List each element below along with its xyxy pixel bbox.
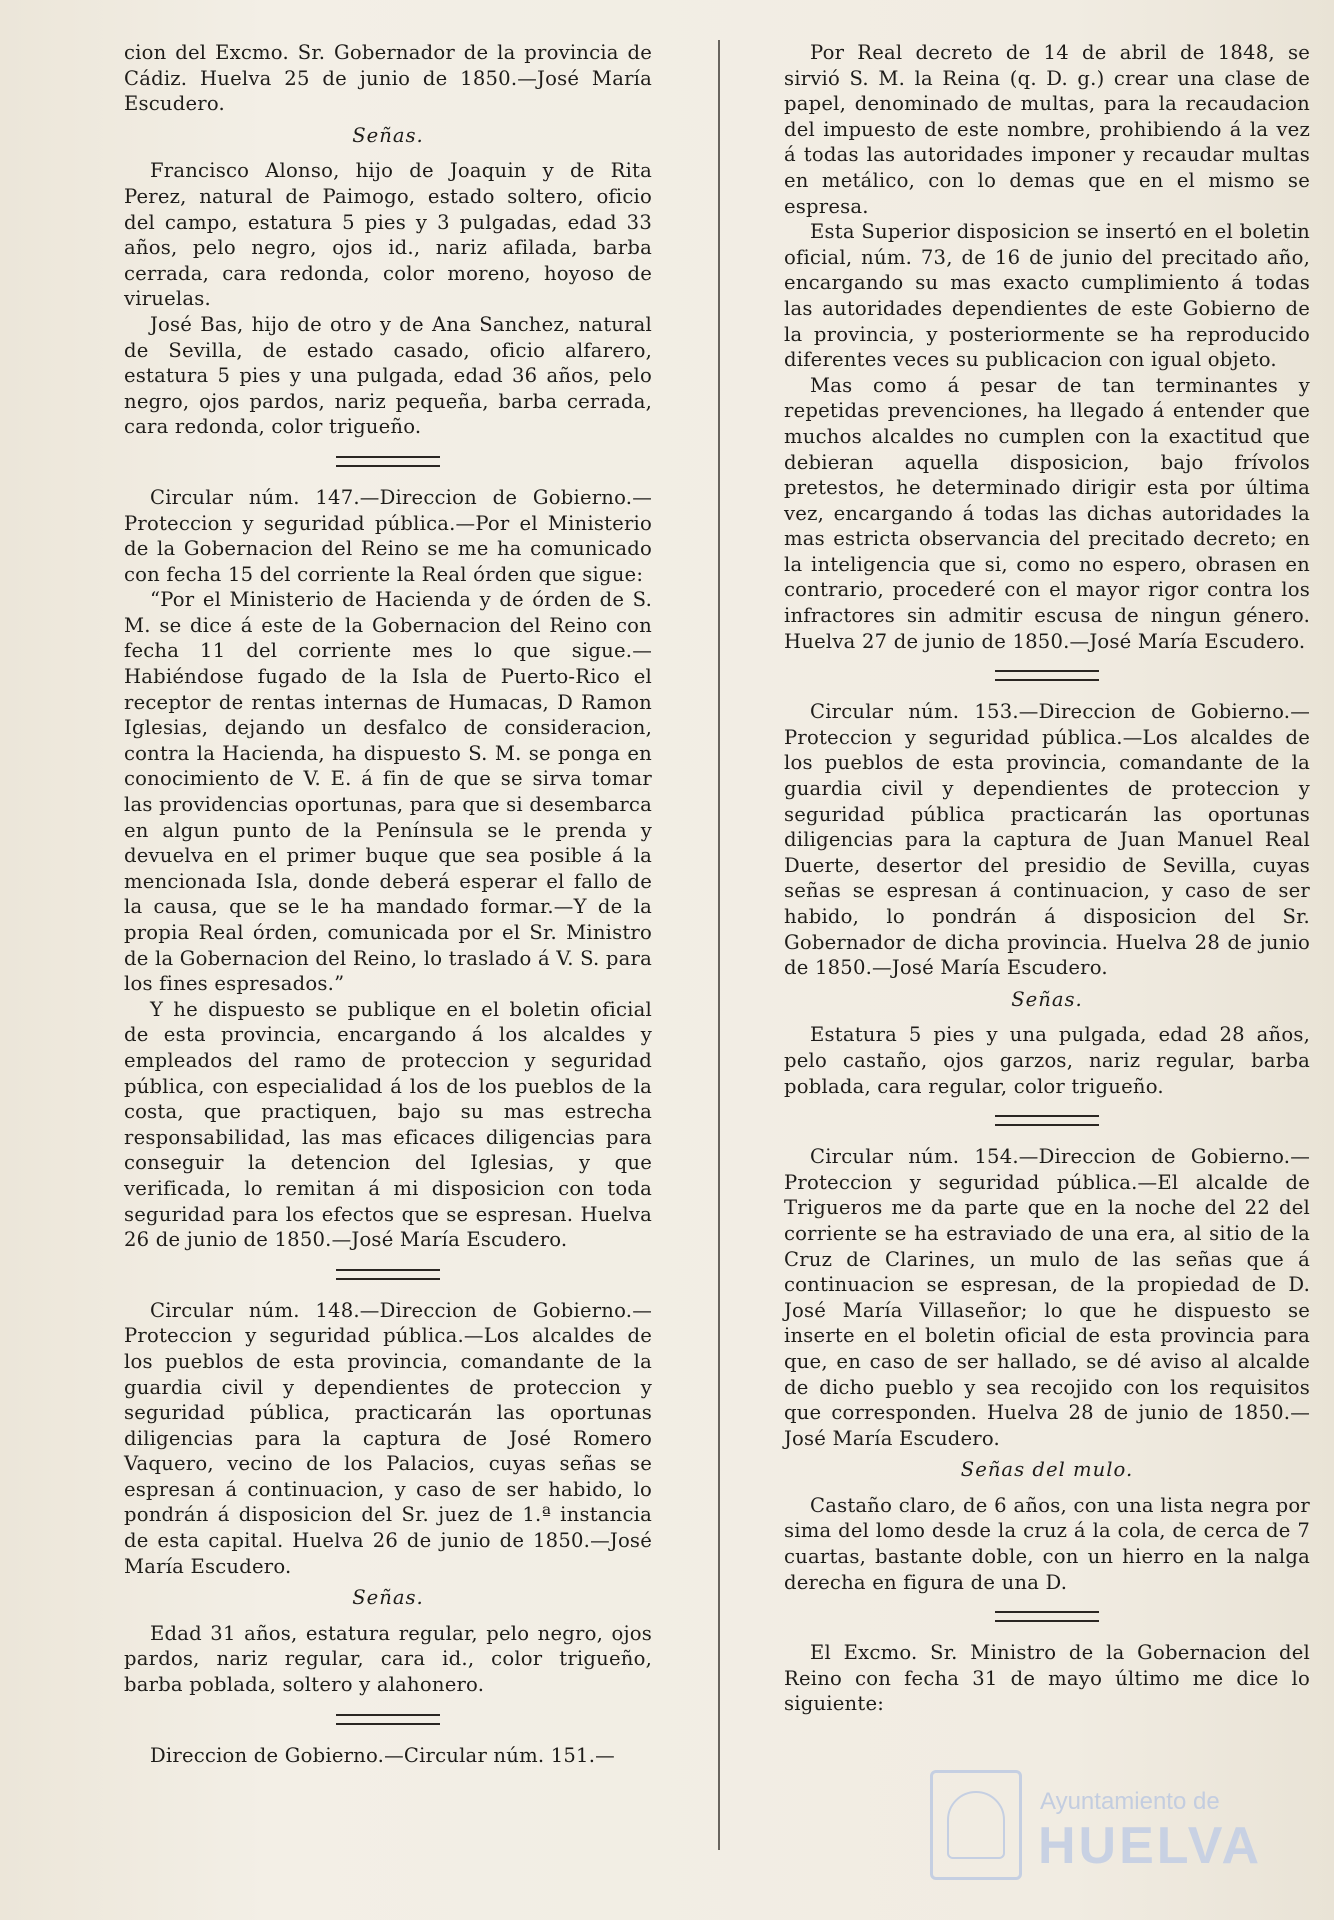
section-separator <box>336 456 440 467</box>
section-separator <box>336 1714 440 1725</box>
continued-paragraph: cion del Excmo. Sr. Gobernador de la provincia de Cádiz. Huelva 25 de junio de 1850.—José María Escudero. <box>124 41 652 116</box>
section-separator <box>995 1115 1099 1126</box>
watermark-line1: Ayuntamiento de <box>1040 1788 1220 1815</box>
circular-148: Circular núm. 148.—Direccion de Gobierno.—Proteccion y seguridad pública.—Los alcaldes de los pueblos de esta provincia, comandante de la guardia civil y dependientes de proteccion y seguridad pública, practicarán las oportunas diligencias para la captura de José Romero Vaquero, vecino de los Palacios, cuyas señas se espresan á continuacion, y caso de ser habido, lo pondrán á disposicion del Sr. juez de 1.ª instancia de esta capital. Huelva 26 de junio de 1850.—José María Escudero. <box>124 1298 652 1578</box>
column-divider <box>718 40 720 1850</box>
circular-151-royal-decree: Por Real decreto de 14 de abril de 1848, se sirvió S. M. la Reina (q. D. g.) crear una clase de papel, denominado de multas, para la recaudacion del impuesto de este nombre, prohibiendo á la vez á todas las autoridades imponer y recaudar multas en metálico, con lo demas que en el mismo se espresa. <box>784 41 1310 218</box>
circular-151-warning: Mas como á pesar de tan terminantes y repetidas prevenciones, ha llegado á entender que muchos alcaldes no cumplen con la exactitud que debieran aquella disposicion, bajo frívolos pretestos, he determinado dirigir esta por última vez, encargando á todas las dichas autoridades la mas estricta observancia del precitado decreto; en la inteligencia que si, como no espero, obrasen en contrario, procederé con el mayor rigor contra los infractores sin admitir escusa de ningun género. Huelva 27 de junio de 1850.—José María Escudero. <box>784 373 1310 653</box>
section-heading-senas: Señas. <box>352 123 424 147</box>
coat-of-arms-icon <box>930 1770 1022 1880</box>
description-jose-romero: Edad 31 años, estatura regular, pelo negro, ojos pardos, nariz regular, cara id., color trigueño, barba poblada, soltero y alahonero. <box>124 1621 652 1697</box>
description-juan-manuel-real: Estatura 5 pies y una pulgada, edad 28 años, pelo castaño, ojos garzos, nariz regular, barba poblada, cara regular, color trigueño. <box>784 1023 1310 1098</box>
circular-147-intro: Circular núm. 147.—Direccion de Gobierno.—Proteccion y seguridad pública.—Por el Ministerio de la Gobernacion del Reino se me ha comunicado con fecha 15 del corriente la Real órden que sigue: <box>124 485 652 586</box>
circular-147-disposition: Y he dispuesto se publique en el boletin oficial de esta provincia, encargando á los alcaldes y empleados del ramo de proteccion y seguridad pública, con especialidad á los de los pueblos de la costa, que practiquen, bajo su mas estrecha responsabilidad, las mas eficaces diligencias para conseguir la detencion del Iglesias, y que verificada, lo remitan á mi disposicion con toda seguridad para los efectos que se espresan. Huelva 26 de junio de 1850.—José María Escudero. <box>124 997 652 1252</box>
section-separator <box>995 670 1099 681</box>
circular-154: Circular núm. 154.—Direccion de Gobierno.—Proteccion y seguridad pública.—El alcalde de Trigueros me da parte que en la noche del 22 del corriente se ha estraviado de una era, al sitio de la Cruz de Clarines, un mulo de las señas que á continuacion se espresan, de la propiedad de D. José María Villaseñor; lo que he dispuesto se inserte en el boletin oficial de esta provincia para que, en caso de ser hallado, se dé aviso al alcalde de dicho pueblo y sea recojido con los requisitos que corresponden. Huelva 28 de junio de 1850.—José María Escudero. <box>784 1145 1310 1450</box>
right-column <box>784 40 1310 1717</box>
circular-151-heading: Direccion de Gobierno.—Circular núm. 151.— <box>150 1743 615 1767</box>
section-heading-senas-del-mulo: Señas del mulo. <box>960 1458 1134 1482</box>
circular-153: Circular núm. 153.—Direccion de Gobierno.—Proteccion y seguridad pública.—Los alcaldes de los pueblos de esta provincia, comandante de la guardia civil y dependientes de proteccion y seguridad pública practicarán las oportunas diligencias para la captura de Juan Manuel Real Duerte, desertor del presidio de Sevilla, cuyas señas se espresan á continuacion, y caso de ser habido, lo pondrán á disposicion del Sr. Gobernador de dicha provincia. Huelva 28 de junio de 1850.—José María Escudero. <box>784 700 1310 980</box>
watermark-line2: HUELVA <box>1038 1817 1263 1875</box>
description-jose-bas: José Bas, hijo de otro y de Ana Sanchez, natural de Sevilla, de estado casado, oficio alfarero, estatura 5 pies y una pulgada, edad 36 años, pelo negro, ojos pardos, nariz pequeña, barba cerrada, cara redonda, color trigueño. <box>124 312 652 439</box>
section-separator <box>336 1269 440 1280</box>
description-francisco-alonso: Francisco Alonso, hijo de Joaquin y de Rita Perez, natural de Paimogo, estado soltero, oficio del campo, estatura 5 pies y 3 pulgadas, edad 33 años, pelo negro, ojos id., nariz afilada, barba cerrada, cara redonda, color moreno, hoyoso de viruelas. <box>124 159 652 311</box>
circular-147-royal-order: “Por el Ministerio de Hacienda y de órden de S. M. se dice á este de la Gobernacion del Reino con fecha 11 del corriente mes lo que sigue.—Habiéndose fugado de la Isla de Puerto-Rico el receptor de rentas internas de Humacas, D Ramon Iglesias, dejando un desfalco de consideracion, contra la Hacienda, ha dispuesto S. M. se ponga en conocimiento de V. E. á fin de que se sirva tomar las providencias oportunas, para que si desembarca en algun punto de la Península se le prenda y devuelva en el primer buque que sea posible á la mencionada Isla, donde deberá esperar el fallo de la causa, que se le ha mandado formar.—Y de la propia Real órden, comunicada por el Sr. Ministro de la Gobernacion del Reino, lo traslado á V. S. para los fines espresados.” <box>124 588 652 996</box>
ministry-communication: El Excmo. Sr. Ministro de la Gobernacion del Reino con fecha 31 de mayo último me dice lo siguiente: <box>784 1641 1310 1716</box>
circular-151-publication: Esta Superior disposicion se insertó en el boletin oficial, núm. 73, de 16 de junio del precitado año, encargando su mas exacto cumplimiento á todas las autoridades dependientes de este Gobierno de la provincia, y posteriormente se ha reproducido diferentes veces su publicacion con igual objeto. <box>784 220 1310 372</box>
ayuntamiento-huelva-watermark <box>930 1760 1263 1890</box>
section-heading-senas: Señas. <box>352 1586 424 1610</box>
section-heading-senas: Señas. <box>1011 987 1083 1011</box>
section-separator <box>995 1611 1099 1622</box>
description-mulo: Castaño claro, de 6 años, con una lista negra por sima del lomo desde la cruz á la cola, de cerca de 7 cuartas, bastante doble, con un hierro en la nalga derecha en figura de una D. <box>784 1493 1310 1594</box>
left-column <box>124 40 652 1768</box>
